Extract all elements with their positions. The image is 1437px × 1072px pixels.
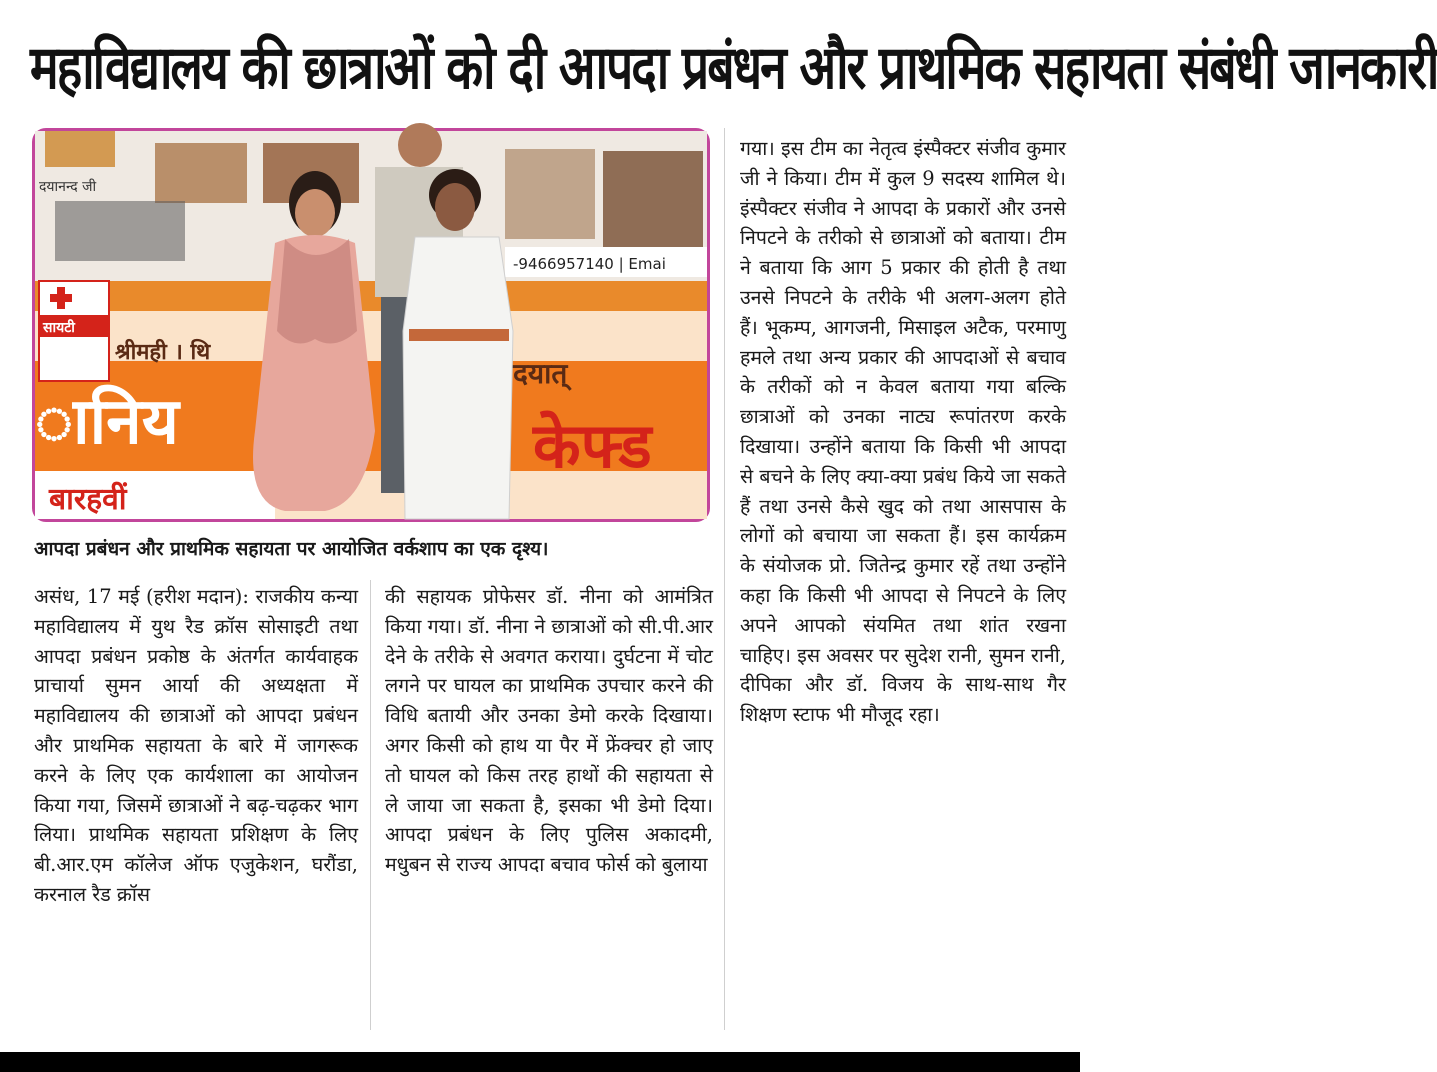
person2-face (398, 123, 442, 167)
column-divider (724, 128, 725, 1030)
article-column-2: की सहायक प्रोफेसर डॉ. नीना को आमंत्रित किया गया। डॉ. नीना ने छात्राओं को सी.पी.आर देने के तरीके से अवगत कराया। दुर्घटना में चोट लगने पर घायल का प्राथमिक उपचार करने की विधि बतायी और उनका डेमो करके दिखाया। अगर किसी को हाथ या पैर में फ्रेंक्चर हो जाए तो घायल को किस तरह हाथों की सहायता से ले जाया जा सकता है, इसका भी डेमो दिया। आपदा प्रबंधन के लिए पुलिस अकादमी, मधुबन से राज्य आपदा बचाव फोर्स को बुलाया (385, 585, 713, 877)
news-photo (32, 128, 710, 522)
red-cross-icon-bar (50, 294, 72, 302)
banner-mid-left: श्रीमही । थि (115, 340, 211, 365)
person3-face (435, 183, 475, 231)
chairs (55, 201, 185, 261)
article-column-1: असंध, 17 मई (हरीश मदान): राजकीय कन्या महाविद्यालय में युथ रैड क्रॉस सोसाइटी तथा आपदा प्रबंधन प्रकोष्ठ के अंतर्गत कार्यवाहक प्राचार्या सुमन आर्या की अध्यक्षता में महाविद्यालय की छात्राओं को आपदा प्रबंधन और प्राथमिक सहायता के बारे में जागरूक करने के लिए एक कार्यशाला का आयोजन किया गया, जिसमें छात्राओं ने बढ़-चढ़कर भाग लिया। प्राथमिक सहायता प्रशिक्षण के लिए बी.आर.एम कॉलेज ऑफ एजुकेशन, घरौंडा, करनाल रैड क्रॉस (34, 585, 358, 906)
column-divider (370, 580, 371, 1030)
article-column-3: गया। इस टीम का नेतृत्व इंस्पैक्टर संजीव कुमार जी ने किया। टीम में कुल 9 सदस्य शामिल थे। इंस्पैक्टर संजीव ने आपदा के प्रकारों और उनसे निपटने के तरीको से छात्राओं को बताया। टीम ने बताया कि आग 5 प्रकार की होती है तथा उनसे निपटने के तरीके भी अलग-अलग होते हैं। भूकम्प, आगजनी, मिसाइल अटैक, परमाणु हमले तथा अन्य प्रकार की आपदाओं से बचाव के तरीकों को न केवल बताया गया बल्कि छात्राओं को उनका नाट्य रूपांतरण करके दिखाया। उन्होंने बताया कि किसी भी आपदा से बचने के लिए क्या-क्या प्रबंध किये जा सकते हैं तथा उनसे कैसे खुद को तथा आसपास के लोगों को बचाया जा सकता हैं। इस कार्यक्रम के संयोजक प्रो. जितेन्द्र कुमार रहें तथा उन्होंने कहा कि किसी भी आपदा से निपटने के लिए अपने आपको संयमित तथा शांत रखना चाहिए। इस अवसर पर सुदेश रानी, सुमन रानी, दीपिका और डॉ. विजय के साथ-साथ गैर शिक्षण स्टाफ भी मौजूद रहा। (740, 137, 1066, 727)
sign-left-text: सायटी (43, 320, 75, 336)
banner-big-right: केफ्ड (533, 409, 652, 482)
banner-bottom: बारहवीं (49, 482, 127, 517)
wall-frame (155, 143, 247, 203)
person3-belt (409, 329, 509, 341)
photo-caption: आपदा प्रबंधन और प्राथमिक सहायता पर आयोजित वर्कशाप का एक दृश्य। (34, 538, 549, 560)
photo-illustration (35, 131, 707, 519)
headline: महाविद्यालय की छात्राओं को दी आपदा प्रबंधन और प्राथमिक सहायता संबंधी जानकारी (30, 33, 1437, 103)
wall-frame (603, 151, 703, 247)
banner-mid-right: दयात् (513, 357, 568, 390)
wall-frame (505, 149, 595, 239)
bottom-bar (0, 1052, 1080, 1072)
person1-face (295, 189, 335, 237)
person3-uniform (403, 237, 513, 519)
wall-frame (45, 131, 115, 167)
banner-flower-strip (35, 281, 707, 311)
banner-top-left: दयानन्द जी (39, 179, 97, 195)
banner-phone: -9466957140 | Emai (513, 255, 666, 273)
banner-big-left: ानिय (35, 385, 179, 459)
